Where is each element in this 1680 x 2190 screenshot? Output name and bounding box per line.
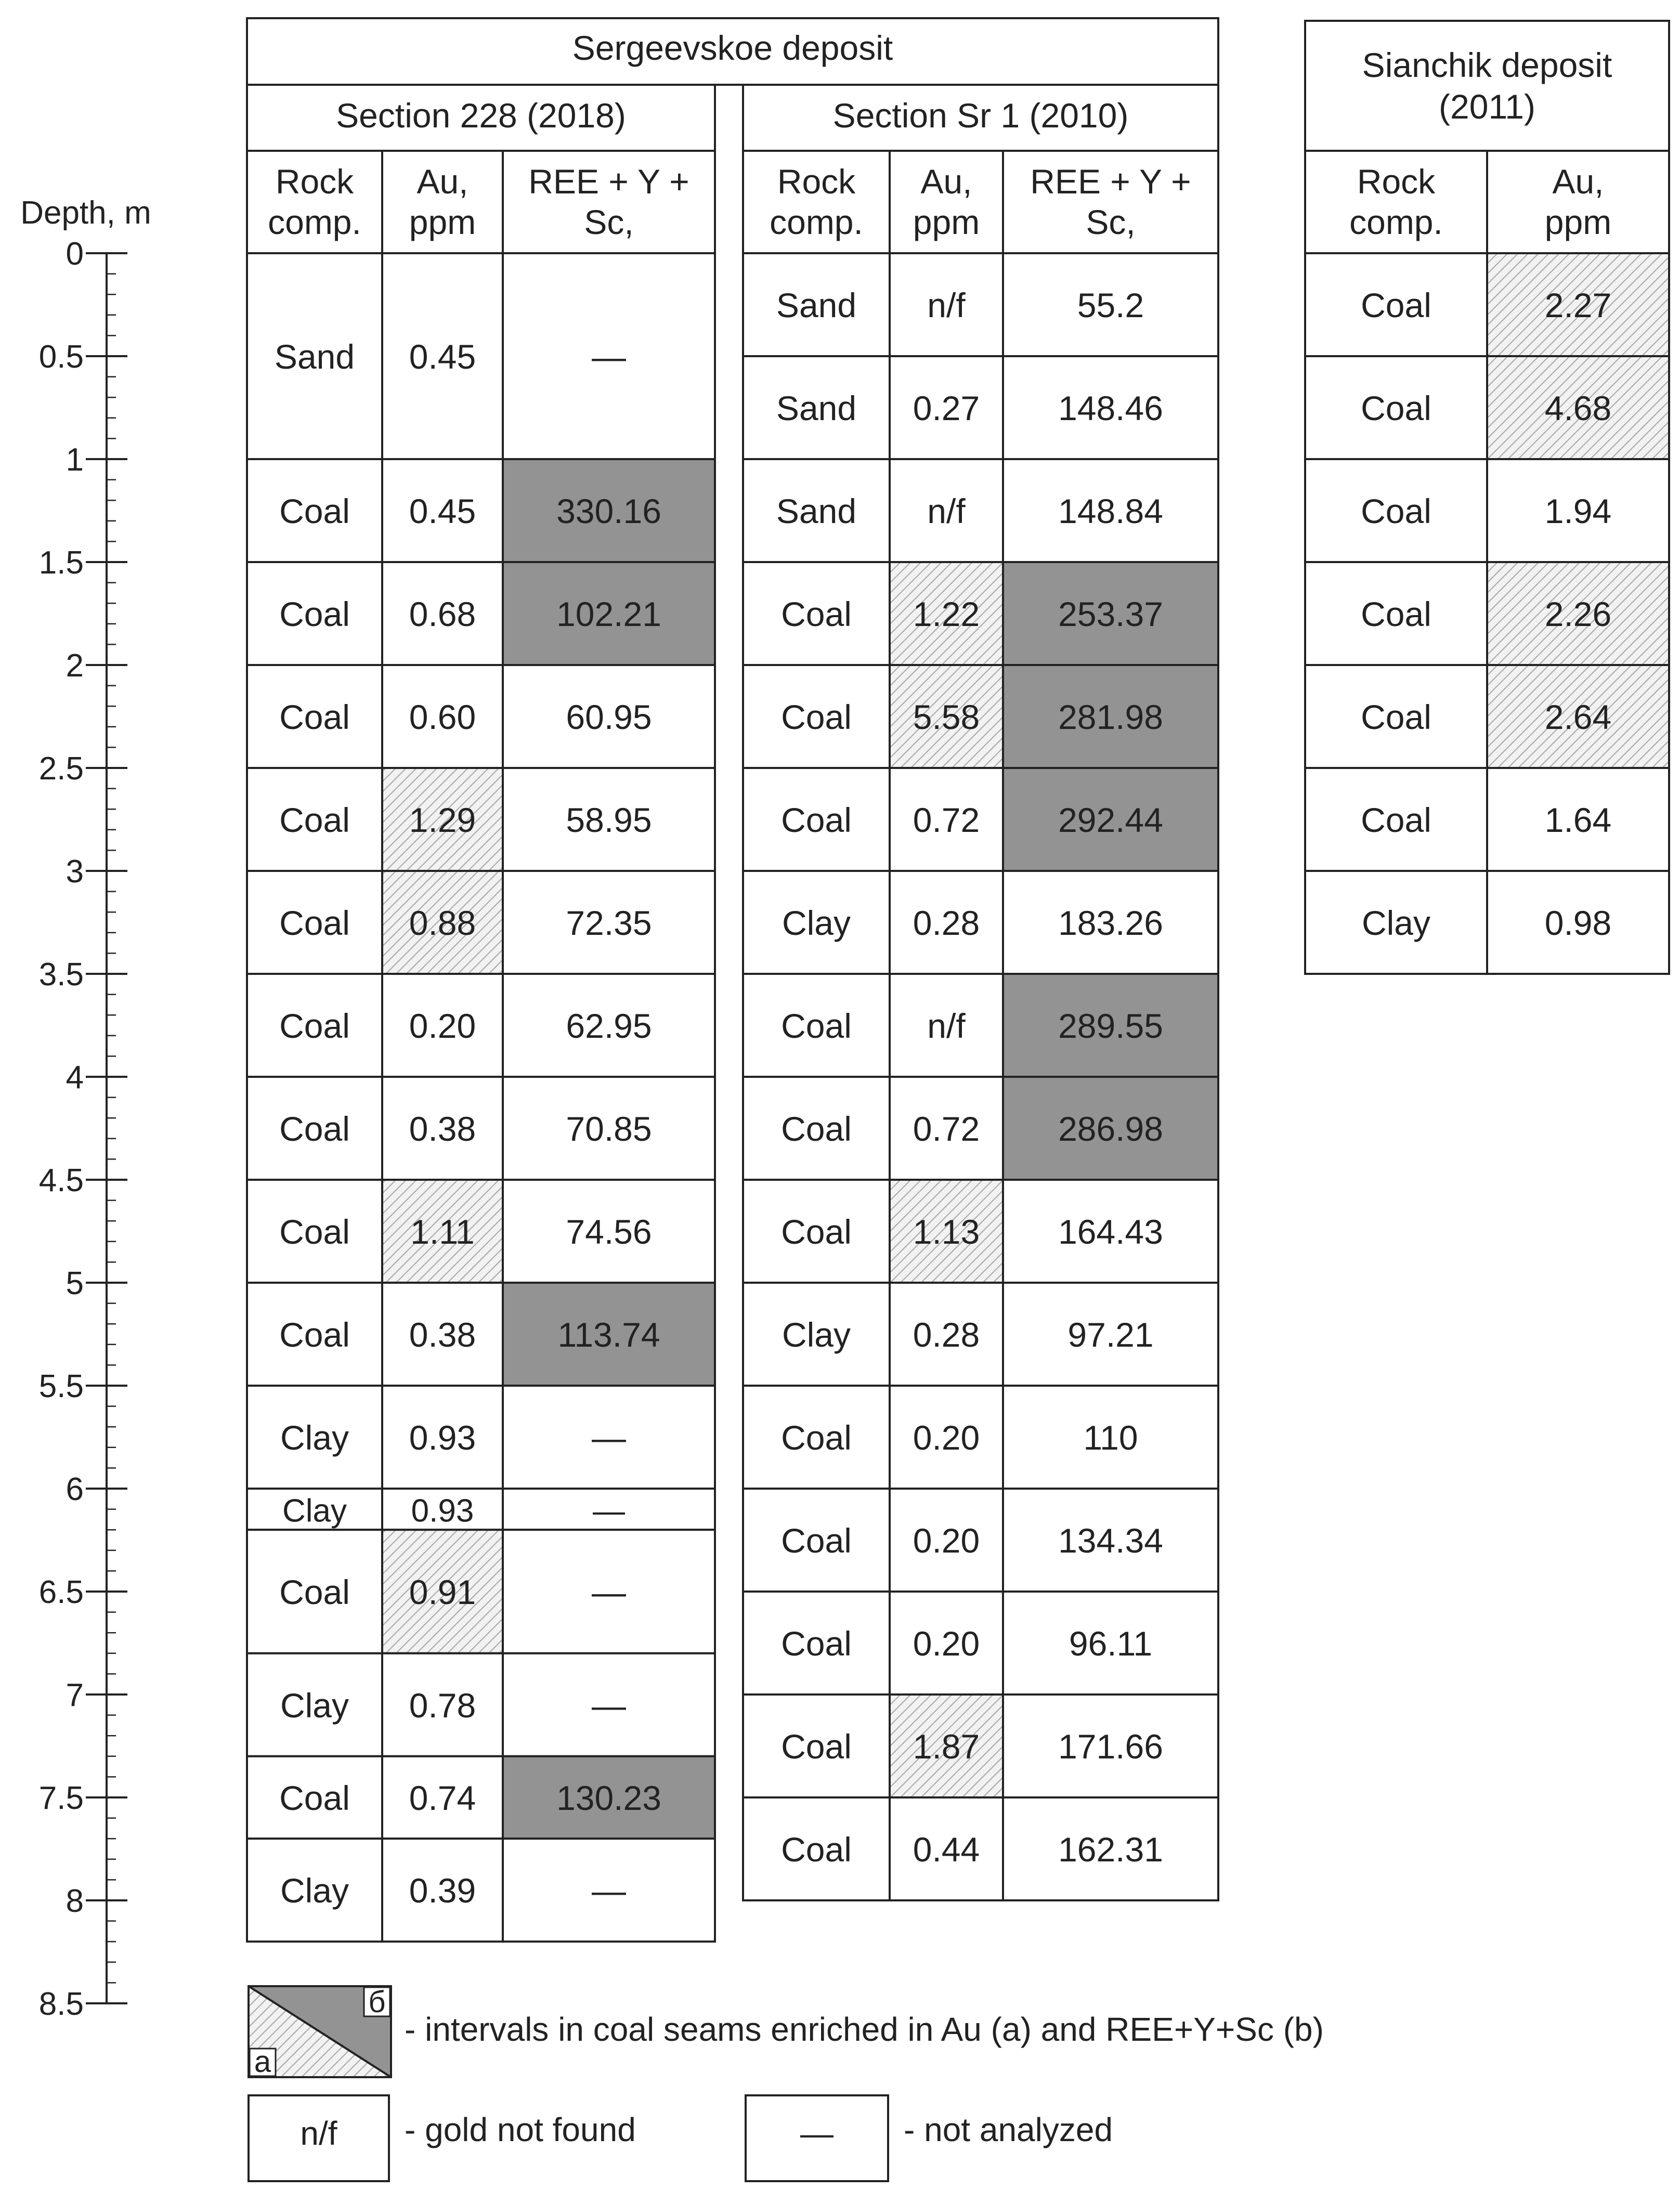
section-sr1-title: Section Sr 1 (2010)	[832, 96, 1129, 135]
cell-rock: Coal	[781, 801, 852, 839]
sianchik-column-headers	[1305, 151, 1669, 253]
depth-tick-label: 4.5	[38, 1163, 84, 1198]
table-row	[743, 253, 1218, 356]
depth-tick-label: 7.5	[38, 1780, 84, 1816]
sianchik-title-line1: Sianchik deposit	[1362, 46, 1612, 84]
cell-ree: 97.21	[1067, 1315, 1154, 1354]
cell-ree: 70.85	[566, 1110, 652, 1148]
cell-rock: Coal	[279, 1110, 350, 1148]
column-header-rock: comp.	[268, 203, 361, 241]
depth-tick-label: 2	[66, 648, 84, 684]
cell-rock: Coal	[781, 1624, 852, 1663]
table-row	[247, 1839, 715, 1941]
depth-tick-label: 6.5	[38, 1574, 84, 1610]
depth-tick-label: 0	[66, 236, 84, 272]
legend	[249, 1985, 1324, 2181]
cell-au: 0.45	[409, 492, 476, 530]
table-row	[1305, 356, 1669, 459]
depth-tick-label: 3.5	[38, 957, 84, 993]
cell-au: 1.64	[1544, 801, 1612, 839]
column-header-au: ppm	[913, 203, 980, 241]
cell-ree: 148.46	[1058, 389, 1163, 427]
cell-rock: Coal	[279, 595, 350, 633]
table-row	[247, 459, 715, 562]
cell-ree: 102.21	[556, 595, 661, 633]
table-row	[247, 768, 715, 871]
table-row	[743, 1180, 1218, 1283]
column-header-ree: REE + Y +	[528, 162, 689, 201]
table-row	[247, 974, 715, 1077]
column-header-rock: comp.	[1349, 203, 1443, 241]
cell-au: 1.94	[1544, 492, 1612, 530]
cell-rock: Coal	[279, 1213, 350, 1251]
column-header-rock: Rock	[1357, 162, 1436, 201]
cell-ree: —	[592, 1418, 626, 1457]
sianchik-title-line2: (2011)	[1439, 87, 1535, 126]
table-row	[247, 1530, 715, 1653]
depth-tick-label: 1	[66, 442, 84, 478]
cell-au: 0.20	[913, 1624, 980, 1663]
cell-ree: 74.56	[566, 1213, 652, 1251]
table-row	[743, 665, 1218, 768]
cell-au: 0.74	[409, 1779, 476, 1817]
column-header-au: Au,	[416, 162, 468, 201]
table-row	[247, 253, 715, 459]
cell-au: 0.45	[409, 337, 476, 376]
cell-rock: Coal	[781, 698, 852, 736]
cell-au: 4.68	[1544, 389, 1612, 427]
cell-ree: 110	[1083, 1418, 1138, 1457]
depth-tick-label: 1.5	[38, 545, 84, 581]
table-row	[1305, 768, 1669, 871]
sianchik-rows	[1305, 253, 1669, 974]
cell-au: 0.78	[409, 1686, 476, 1725]
cell-rock: Clay	[282, 1493, 347, 1529]
cell-ree: 292.44	[1058, 801, 1163, 839]
cell-ree: 62.95	[566, 1007, 652, 1045]
depth-tick-label: 3	[66, 854, 84, 890]
cell-rock: Sand	[776, 492, 857, 530]
cell-au: n/f	[927, 1007, 966, 1045]
table-row	[247, 1386, 715, 1489]
cell-au: 2.27	[1544, 286, 1612, 324]
column-header-au: ppm	[1544, 203, 1612, 241]
depth-tick-label: 5.5	[38, 1368, 84, 1404]
cell-au: 1.29	[409, 801, 476, 839]
table-row	[743, 1797, 1218, 1900]
cell-au: 0.20	[409, 1007, 476, 1045]
cell-ree: 113.74	[557, 1315, 660, 1354]
sergeevskoe-title: Sergeevskoe deposit	[572, 29, 893, 67]
table-row	[247, 1077, 715, 1180]
table-row	[743, 1386, 1218, 1489]
cell-au: 0.88	[409, 904, 476, 942]
cell-au: 5.58	[913, 698, 980, 736]
cell-rock: Coal	[279, 904, 350, 942]
cell-rock: Coal	[781, 1418, 852, 1457]
table-row	[743, 459, 1218, 562]
cell-ree: 130.23	[556, 1779, 661, 1817]
depth-tick-label: 8	[66, 1883, 84, 1919]
cell-au: 0.20	[913, 1418, 980, 1457]
cell-ree: 171.66	[1058, 1727, 1163, 1766]
cell-au: 2.64	[1544, 698, 1612, 736]
cell-rock: Clay	[280, 1871, 349, 1910]
depth-scale	[20, 195, 151, 2022]
cell-rock: Coal	[279, 1007, 350, 1045]
cell-rock: Coal	[1361, 389, 1431, 427]
cell-ree: 96.11	[1069, 1624, 1153, 1663]
table-row	[247, 1653, 715, 1756]
column-header-ree: Sc,	[1086, 203, 1136, 241]
table-row	[1305, 562, 1669, 665]
cell-au: 0.93	[409, 1418, 476, 1457]
legend-label-b: б	[368, 1985, 386, 2019]
legend-nf-text: - gold not found	[405, 2111, 636, 2148]
section-228-table	[247, 85, 715, 1941]
column-header-au: Au,	[920, 162, 972, 201]
depth-tick-label: 5	[66, 1266, 84, 1301]
cell-au: 2.26	[1544, 595, 1612, 633]
table-row	[743, 1077, 1218, 1180]
cell-rock: Coal	[781, 1213, 852, 1251]
cell-rock: Clay	[782, 904, 851, 942]
column-header-au: Au,	[1552, 162, 1604, 201]
table-row	[743, 562, 1218, 665]
table-row	[743, 1283, 1218, 1386]
cell-au: 0.38	[409, 1110, 476, 1148]
cell-au: 0.72	[913, 1110, 980, 1148]
cell-ree: —	[592, 1573, 626, 1611]
cell-rock: Coal	[1361, 698, 1431, 736]
cell-ree: 253.37	[1058, 595, 1163, 633]
cell-au: 0.98	[1544, 904, 1612, 942]
cell-rock: Coal	[781, 1830, 852, 1869]
cell-au: 0.27	[913, 389, 980, 427]
cell-ree: 164.43	[1058, 1213, 1163, 1251]
cell-rock: Clay	[280, 1686, 349, 1725]
legend-nf-box-label: n/f	[300, 2115, 337, 2152]
cell-rock: Coal	[1361, 801, 1431, 839]
cell-rock: Sand	[776, 286, 857, 324]
sergeevskoe-header	[247, 18, 1218, 85]
cell-rock: Coal	[781, 1007, 852, 1045]
section-sr1-column-headers	[743, 151, 1218, 253]
cell-au: 0.39	[409, 1871, 476, 1910]
cell-ree: 162.31	[1058, 1830, 1163, 1869]
cell-rock: Coal	[781, 1110, 852, 1148]
cell-ree: 281.98	[1058, 698, 1163, 736]
depth-tick-label: 8.5	[38, 1986, 84, 2022]
cell-au: 1.11	[410, 1213, 475, 1251]
cell-au: 0.44	[913, 1830, 980, 1869]
table-row	[743, 768, 1218, 871]
cell-rock: Coal	[279, 801, 350, 839]
table-row	[1305, 253, 1669, 356]
column-header-rock: Rock	[777, 162, 856, 201]
cell-au: 1.13	[913, 1213, 980, 1251]
section-sr1-table	[743, 85, 1218, 1900]
cell-ree: 330.16	[556, 492, 661, 530]
cell-au: 0.28	[913, 904, 980, 942]
cell-ree: 286.98	[1058, 1110, 1163, 1148]
table-row	[1305, 459, 1669, 562]
cell-au: 0.68	[409, 595, 476, 633]
cell-au: 0.91	[409, 1573, 476, 1611]
table-row	[743, 1489, 1218, 1592]
cell-rock: Coal	[781, 595, 852, 633]
cell-au: 0.38	[409, 1315, 476, 1354]
section-228-title: Section 228 (2018)	[336, 96, 626, 135]
table-row	[743, 1694, 1218, 1797]
section-228-column-headers	[247, 151, 715, 253]
column-header-rock: Rock	[275, 162, 354, 201]
cell-ree: —	[592, 337, 626, 376]
column-header-ree: REE + Y +	[1030, 162, 1191, 201]
column-header-au: ppm	[409, 203, 476, 241]
table-row	[743, 974, 1218, 1077]
cell-au: 0.72	[913, 801, 980, 839]
cell-rock: Coal	[279, 698, 350, 736]
legend-enriched-swatch	[249, 1985, 391, 2079]
cell-au: 1.87	[913, 1727, 980, 1766]
cell-rock: Coal	[781, 1727, 852, 1766]
cell-au: 0.93	[411, 1493, 474, 1529]
legend-label-a: a	[254, 2045, 271, 2079]
section-228-rows	[247, 253, 715, 1941]
cell-rock: Coal	[781, 1521, 852, 1560]
table-row	[247, 1180, 715, 1283]
table-row	[247, 1756, 715, 1839]
cell-ree: —	[592, 1871, 626, 1910]
table-row	[743, 871, 1218, 974]
depth-tick-label: 6	[66, 1471, 84, 1507]
legend-na-box-label: —	[800, 2115, 834, 2152]
depth-tick-label: 7	[66, 1677, 84, 1713]
legend-enriched-text: - intervals in coal seams enriched in Au (a) and REE+Y+Sc (b)	[405, 2011, 1324, 2048]
section-sr1-rows	[743, 253, 1218, 1900]
cell-au: 0.20	[913, 1521, 980, 1560]
column-header-rock: comp.	[770, 203, 863, 241]
cell-rock: Coal	[1361, 492, 1431, 530]
table-row	[247, 871, 715, 974]
cell-rock: Coal	[279, 1315, 350, 1354]
table-row	[247, 665, 715, 768]
cell-ree: 60.95	[566, 698, 652, 736]
cell-rock: Clay	[1361, 904, 1431, 942]
cell-ree: 183.26	[1058, 904, 1163, 942]
cell-au: 0.60	[409, 698, 476, 736]
cell-au: n/f	[927, 492, 966, 530]
cell-rock: Sand	[776, 389, 857, 427]
depth-tick-label: 2.5	[38, 751, 84, 787]
cell-rock: Coal	[279, 492, 350, 530]
cell-rock: Clay	[782, 1315, 851, 1354]
depth-scale-title: Depth, m	[20, 195, 151, 231]
table-row	[247, 1283, 715, 1386]
cell-ree: —	[592, 1686, 626, 1725]
cell-ree: 289.55	[1058, 1007, 1163, 1045]
table-row	[1305, 665, 1669, 768]
cell-ree: 72.35	[566, 904, 652, 942]
cell-au: n/f	[927, 286, 966, 324]
table-row	[1305, 871, 1669, 974]
cell-ree: 58.95	[566, 801, 652, 839]
cell-ree: 55.2	[1077, 286, 1144, 324]
depth-tick-label: 0.5	[38, 339, 84, 375]
cell-ree: —	[593, 1493, 625, 1529]
table-row	[743, 356, 1218, 459]
cell-rock: Coal	[1361, 286, 1431, 324]
cell-rock: Clay	[280, 1418, 349, 1457]
depth-tick-label: 4	[66, 1060, 84, 1096]
cell-au: 0.28	[913, 1315, 980, 1354]
column-header-ree: Sc,	[584, 203, 634, 241]
table-row	[743, 1592, 1218, 1694]
table-row	[247, 562, 715, 665]
cell-rock: Sand	[274, 337, 355, 376]
cell-rock: Coal	[1361, 595, 1431, 633]
table-row	[247, 1489, 715, 1530]
sianchik-table	[1305, 21, 1669, 974]
cell-rock: Coal	[279, 1779, 350, 1817]
cell-ree: 148.84	[1058, 492, 1163, 530]
cell-ree: 134.34	[1058, 1521, 1163, 1560]
cell-rock: Coal	[279, 1573, 350, 1611]
cell-au: 1.22	[913, 595, 980, 633]
legend-na-text: - not analyzed	[904, 2111, 1113, 2148]
